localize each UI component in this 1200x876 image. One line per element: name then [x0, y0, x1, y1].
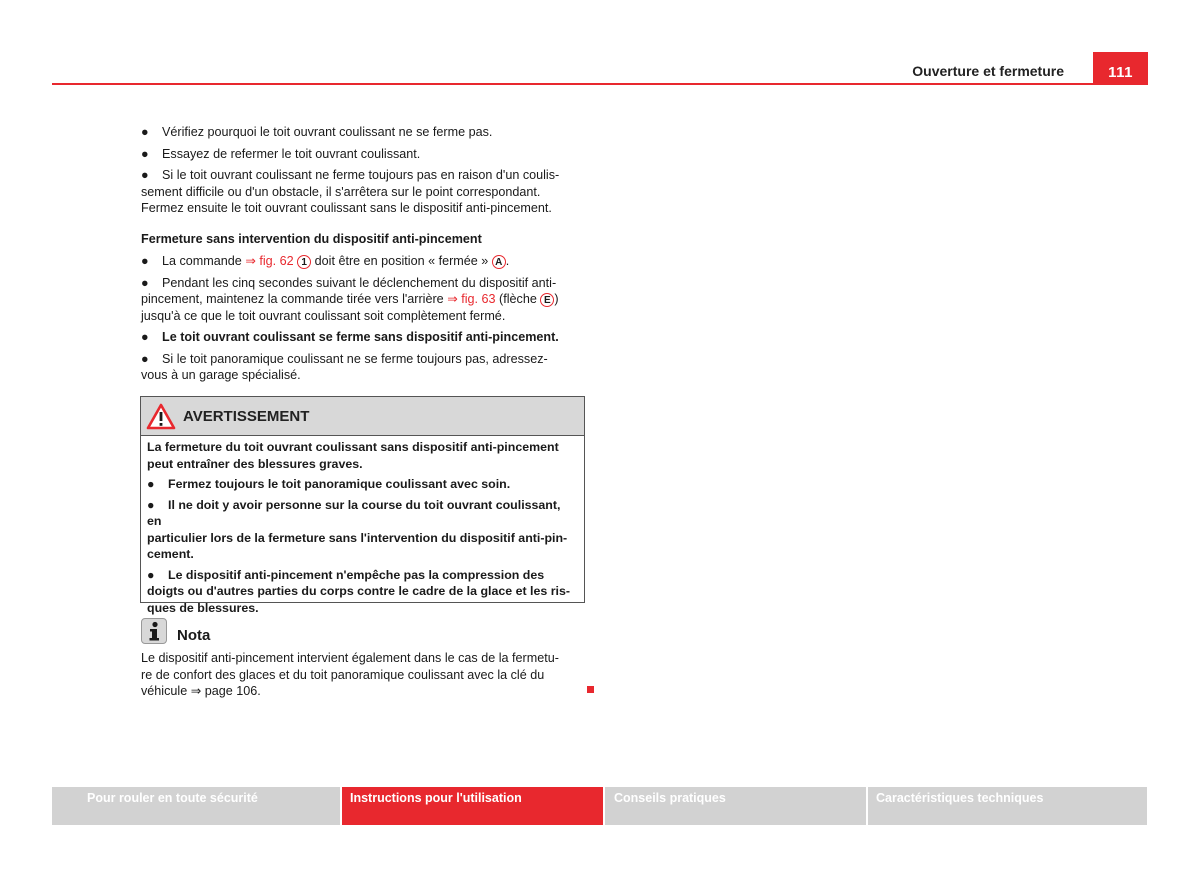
warning-title: AVERTISSEMENT [183, 407, 310, 425]
warning-header [141, 397, 584, 436]
note-text-line: véhicule ⇒ page 106. [141, 684, 261, 698]
warning-bullet: ● Il ne doit y avoir personne sur la course du toit ouvrant coulissant, en particulier lors de la fermeture sans l'intervention du dispositif anti-pin- cement. [147, 497, 568, 561]
subsection-heading: Fermeture sans intervention du dispositif anti-pincement [141, 231, 482, 246]
end-of-section-marker [587, 686, 594, 693]
callout-letter-a: A [492, 255, 506, 269]
warning-text-line: doigts ou d'autres parties du corps contre le cadre de la glace et les ris- [147, 584, 570, 598]
callout-letter-e: E [540, 293, 554, 307]
warning-text-line: peut entraîner des blessures graves. [147, 456, 363, 471]
bullet-item: ● Essayez de refermer le toit ouvrant coulissant. [141, 146, 421, 161]
bullet-text-line: jusqu'à ce que le toit ouvrant coulissant soit complètement fermé. [141, 308, 506, 323]
bullet-text-line: Fermez ensuite le toit ouvrant coulissant sans le dispositif anti-pincement. [141, 201, 552, 215]
bullet-item: ● La commande ⇒ fig. 62 1 doit être en position « fermée » A . [141, 254, 510, 268]
page-number: 111 [1093, 52, 1148, 85]
note-text-line: re de confort des glaces et du toit panoramique coulissant avec la clé du [141, 667, 545, 682]
warning-text: Fermez toujours le toit panoramique coulissant avec soin. [168, 477, 511, 491]
bullet-item: ● Vérifiez pourquoi le toit ouvrant coulissant ne se ferme pas. [141, 125, 493, 139]
footer-tab-safety[interactable]: Pour rouler en toute sécurité [52, 787, 340, 825]
bullet-item: ● Pendant les cinq secondes suivant le déclenchement du dispositif anti- pincement, maintenez la commande tirée vers l'arrière ⇒ fig. 63 (flèche E ) jusqu'à ce que le toit ouvrant coulissant soit complètement fermé. [141, 275, 559, 323]
bullet-item-result: ● Le toit ouvrant coulissant se ferme sans dispositif anti-pincement. [141, 330, 559, 344]
bullet-item: ● Si le toit panoramique coulissant ne se ferme toujours pas, adressez- vous à un garage spécialisé. [141, 351, 548, 382]
warning-text-line: ques de blessures. [147, 600, 259, 615]
warning-text-line: Il ne doit y avoir personne sur la course du toit ouvrant coulissant, en [147, 497, 561, 528]
warning-bullet: ● Le dispositif anti-pincement n'empêche pas la compression des doigts ou d'autres parties du corps contre le cadre de la glace et les ris- ques de blessures. [147, 567, 570, 615]
figure-reference-link[interactable]: ⇒ fig. 62 [245, 254, 294, 268]
bullet-text: La commande [162, 254, 242, 268]
bullet-text-line: Si le toit panoramique coulissant ne se ferme toujours pas, adressez- [162, 351, 548, 366]
footer-nav [52, 787, 1147, 825]
warning-body [141, 436, 584, 616]
section-title: Ouverture et fermeture [912, 63, 1064, 79]
bullet-text-line: Si le toit ouvrant coulissant ne ferme toujours pas en raison d'un coulis- [162, 168, 560, 182]
warning-triangle-icon [146, 403, 176, 430]
callout-number-1: 1 [297, 255, 311, 269]
bullet-item: ● Si le toit ouvrant coulissant ne ferme toujours pas en raison d'un coulis- sement difficile ou d'un obstacle, il s'arrêtera sur le point correspondant. Fermez ensuite le toit ouvrant coulissant sans le dispositif anti-pincement. [141, 168, 560, 215]
bullet-text-line: vous à un garage spécialisé. [141, 368, 301, 382]
main-content [141, 124, 587, 389]
warning-intro [147, 439, 578, 472]
footer-tab-instructions[interactable]: Instructions pour l'utilisation [342, 787, 603, 825]
bullet-text: doit être en position « fermée » [314, 254, 489, 268]
bullet-text: Essayez de refermer le toit ouvrant coulissant. [162, 146, 421, 161]
warning-box [140, 396, 585, 615]
bullet-text-line: Pendant les cinq secondes suivant le déclenchement du dispositif anti- [162, 275, 557, 290]
bullet-text: Vérifiez pourquoi le toit ouvrant coulissant ne se ferme pas. [162, 125, 493, 139]
note-text [141, 650, 587, 700]
warning-text-line: Le dispositif anti-pincement n'empêche pas la compression des [168, 567, 545, 582]
bullet-text: (flèche [499, 292, 537, 306]
header-rule [52, 83, 1148, 85]
warning-text-line: cement. [147, 547, 194, 561]
info-icon [141, 618, 167, 644]
footer-tab-specifications[interactable]: Caractéristiques techniques [868, 787, 1147, 825]
warning-bullet: ● Fermez toujours le toit panoramique coulissant avec soin. [147, 477, 511, 491]
bullet-text: ) [554, 292, 559, 306]
footer-tab-practical-tips[interactable]: Conseils pratiques [605, 787, 866, 825]
note-title: Nota [177, 627, 211, 644]
figure-reference-link[interactable]: ⇒ fig. 63 [447, 292, 496, 306]
warning-text-line: La fermeture du toit ouvrant coulissant sans dispositif anti-pincement [147, 440, 559, 454]
note-header [141, 618, 210, 644]
note-text-line: Le dispositif anti-pincement intervient également dans le cas de la fermetu- [141, 651, 559, 665]
bullet-text: Le toit ouvrant coulissant se ferme sans dispositif anti-pincement. [162, 330, 559, 344]
bullet-text: pincement, maintenez la commande tirée vers l'arrière [141, 292, 444, 306]
bullet-text: . [505, 254, 510, 268]
bullet-text-line: sement difficile ou d'un obstacle, il s'arrêtera sur le point correspondant. [141, 184, 541, 199]
warning-text-line: particulier lors de la fermeture sans l'intervention du dispositif anti-pin- [147, 530, 568, 545]
